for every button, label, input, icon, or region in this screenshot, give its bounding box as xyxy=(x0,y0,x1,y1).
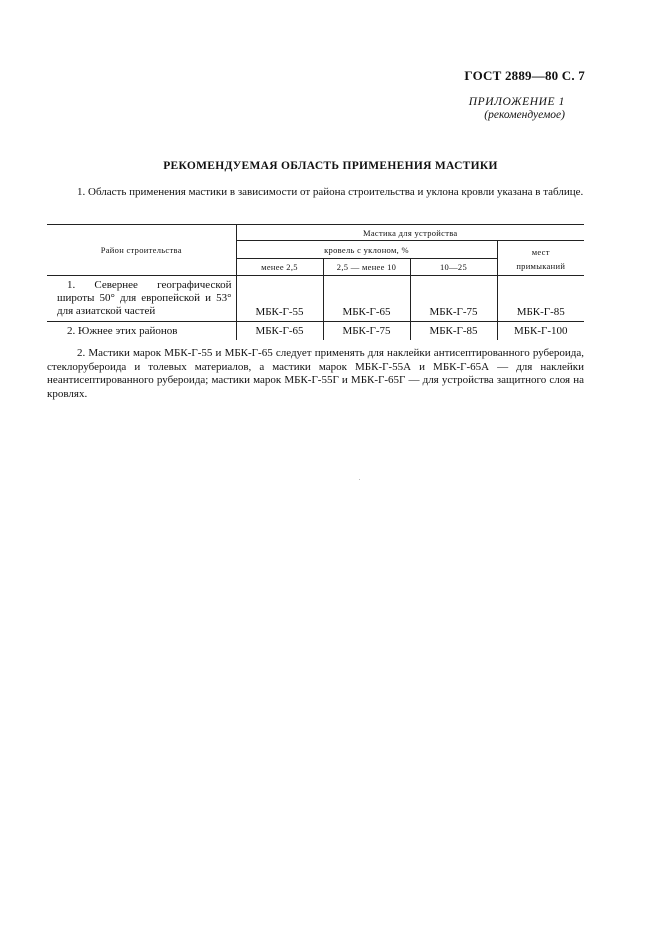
table-row xyxy=(47,276,584,322)
slope-col-2: 2,5 — менее 10 xyxy=(323,259,410,276)
paragraph-2: 2. Мастики марок МБК-Г-55 и МБК-Г-65 следует применять для наклейки антисептированного рубероида, стеклорубероида и толевых материалов, а мастики марок МБК-Г-55А и МБК-Г-65А — для наклейки неантисептированного рубероида; мастики марок МБК-Г-55Г и МБК-Г-65Г — для устройства защитного слоя на кровлях. xyxy=(47,347,584,400)
roof-slope-header: кровель с уклоном, % xyxy=(236,241,497,259)
table-row xyxy=(47,322,584,341)
junction-header-text: мест примыканий xyxy=(516,247,566,271)
section-title: РЕКОМЕНДУЕМАЯ ОБЛАСТЬ ПРИМЕНЕНИЯ МАСТИКИ xyxy=(163,160,498,172)
junction-header xyxy=(497,241,584,276)
appendix-label xyxy=(469,96,565,122)
value-cell: МБК-Г-65 xyxy=(323,276,410,322)
mastic-application-table xyxy=(47,224,584,340)
value-cell: МБК-Г-85 xyxy=(410,322,497,341)
value-cell: МБК-Г-85 xyxy=(497,276,584,322)
value-cell: МБК-Г-65 xyxy=(236,322,323,341)
value-cell: МБК-Г-55 xyxy=(236,276,323,322)
appendix-note: (рекомендуемое) xyxy=(484,109,565,121)
scan-speck xyxy=(359,479,360,480)
document-reference: ГОСТ 2889—80 С. 7 xyxy=(464,68,585,83)
slope-col-3: 10—25 xyxy=(410,259,497,276)
region-header: Район строительства xyxy=(47,225,236,276)
value-cell: МБК-Г-75 xyxy=(410,276,497,322)
appendix-title: ПРИЛОЖЕНИЕ 1 xyxy=(468,96,565,108)
region-cell: 2. Южнее этих районов xyxy=(47,322,236,341)
region-cell: 1. Севернее географической широты 50° для европейской и 53° для азиатской частей xyxy=(57,279,232,317)
value-cell: МБК-Г-100 xyxy=(497,322,584,341)
value-cell: МБК-Г-75 xyxy=(323,322,410,341)
paragraph-1: 1. Область применения мастики в зависимости от района строительства и уклона кровли указана в таблице. xyxy=(77,186,584,198)
slope-col-1: менее 2,5 xyxy=(236,259,323,276)
mastic-header: Мастика для устройства xyxy=(236,225,584,241)
